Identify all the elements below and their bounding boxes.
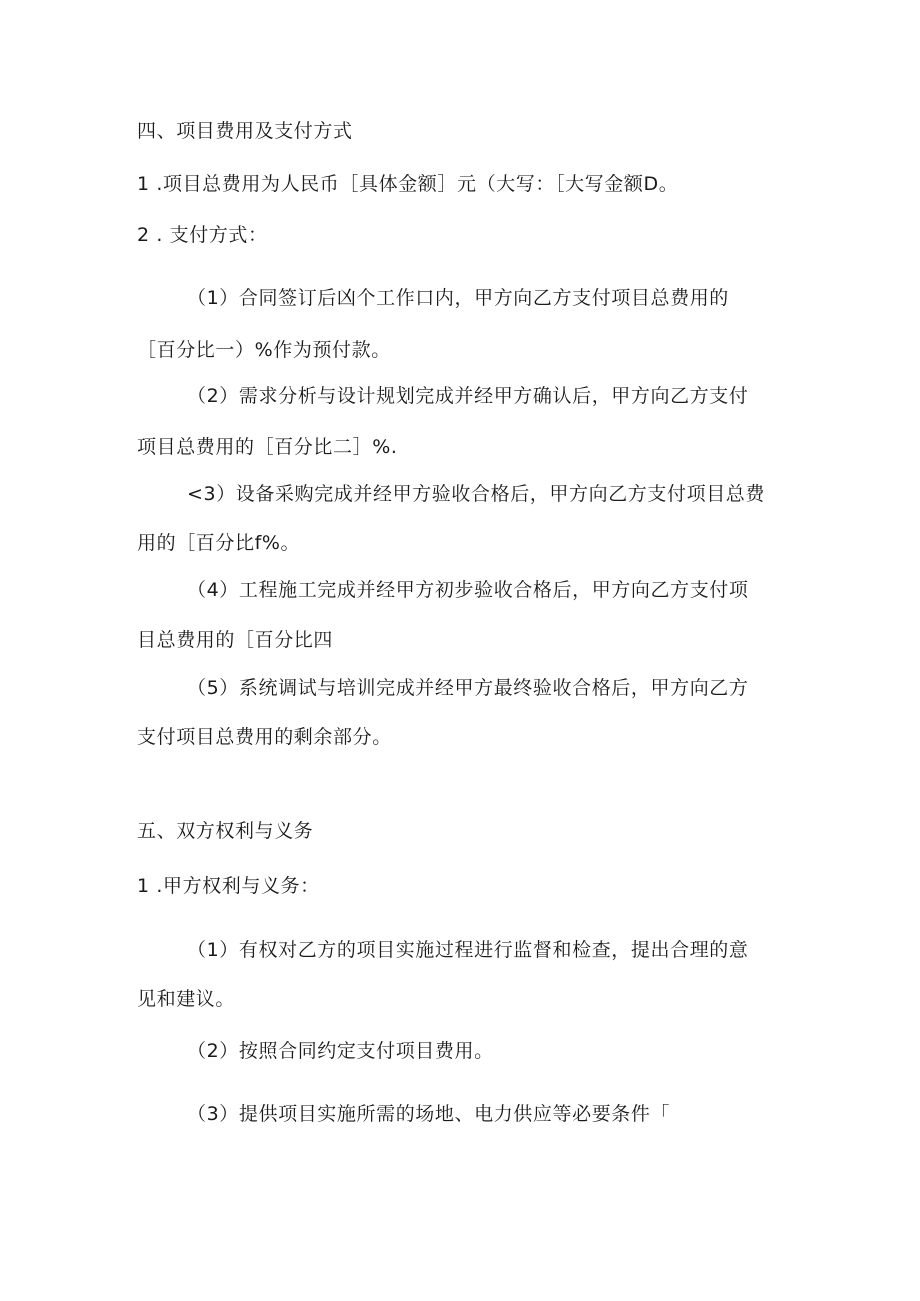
payment-1-line-1: （1）合同签订后凶个工作口内，甲方向乙方支付项目总费用的 xyxy=(187,287,729,309)
section-4-item-1: 1 .项目总费用为人民币［具体金额］元（大写：［大写金额D。 xyxy=(137,173,679,195)
payment-5-line-1: （5）系统调试与培训完成并经甲方最终验收合格后，甲方向乙方 xyxy=(187,677,749,699)
payment-3-line-1: <3）设备采购完成并经甲方验收合格后，甲方向乙方支付项目总费 xyxy=(187,483,766,505)
payment-4-line-2: 目总费用的［百分比四 xyxy=(137,629,334,651)
section-4-item-2: 2 . 支付方式： xyxy=(137,224,268,246)
section-5-item-1: 1 .甲方权利与义务： xyxy=(137,875,320,897)
section-4-heading: 四、项目费用及支付方式 xyxy=(137,120,353,142)
payment-2-line-1: （2）需求分析与设计规划完成并经甲方确认后，甲方向乙方支付 xyxy=(187,385,749,407)
payment-4-line-1: （4）工程施工完成并经甲方初步验收合格后，甲方向乙方支付项 xyxy=(187,579,749,601)
duty-1-line-2: 见和建议。 xyxy=(137,988,236,1010)
duty-2: （2）按照合同约定支付项目费用。 xyxy=(187,1040,494,1062)
section-5-heading: 五、双方权利与义务 xyxy=(137,820,314,842)
payment-2-line-2: 项目总费用的［百分比二］%. xyxy=(137,436,398,458)
payment-5-line-2: 支付项目总费用的剩余部分。 xyxy=(137,726,392,748)
duty-3: （3）提供项目实施所需的场地、电力供应等必要条件「 xyxy=(187,1103,671,1125)
payment-1-line-2: ［百分比一）%作为预付款。 xyxy=(137,339,391,361)
duty-1-line-1: （1）有权对乙方的项目实施过程进行监督和检查，提出合理的意 xyxy=(187,939,749,961)
payment-3-line-2: 用的［百分比f%。 xyxy=(137,532,301,554)
